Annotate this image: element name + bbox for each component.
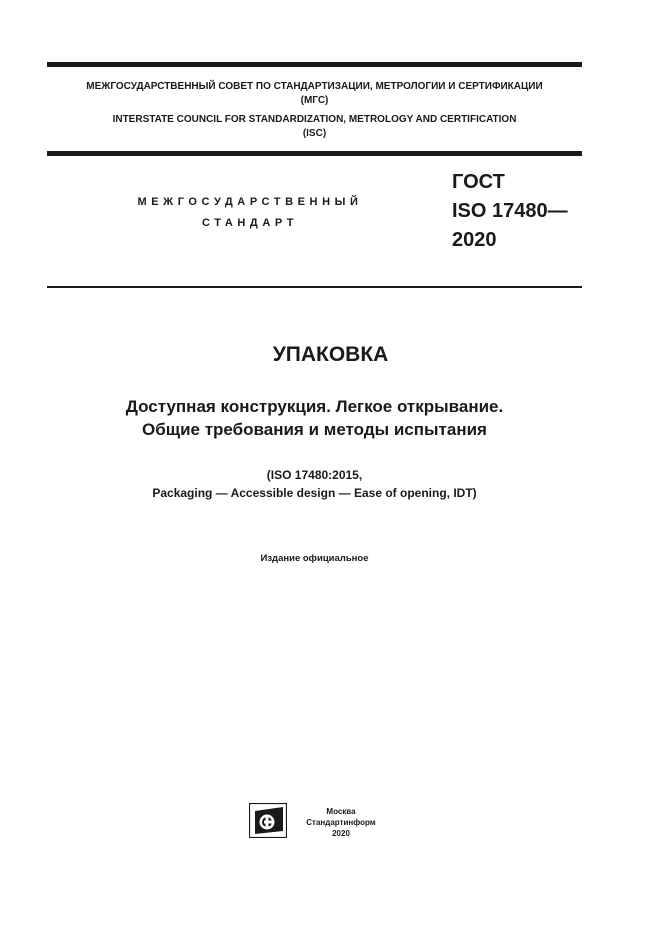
standard-type-line1: МЕЖГОСУДАРСТВЕННЫЙ <box>137 196 363 208</box>
gost-designation-line3: 2020 <box>452 229 497 251</box>
document-title: УПАКОВКА <box>272 343 389 366</box>
gost-designation-line1: ГОСТ <box>452 171 505 193</box>
subtitle-line1: Доступная конструкция. Легкое открывание. <box>125 397 504 416</box>
council-en-abbr: (ISC) <box>302 128 327 139</box>
top-rule <box>47 62 582 67</box>
council-ru-name: МЕЖГОСУДАРСТВЕННЫЙ СОВЕТ ПО СТАНДАРТИЗАЦИИ, МЕТРОЛОГИИ И СЕРТИФИКАЦИИ <box>86 81 543 92</box>
council-ru-abbr: (МГС) <box>300 95 329 106</box>
council-ru <box>47 80 582 108</box>
publisher-name: Стандартинформ <box>306 818 376 827</box>
council-en-name: INTERSTATE COUNCIL FOR STANDARDIZATION, METROLOGY AND CERTIFICATION <box>112 114 517 125</box>
publisher-year: 2020 <box>332 829 350 838</box>
document-subtitle <box>47 395 582 441</box>
standard-type <box>100 192 400 234</box>
iso-reference <box>47 466 582 502</box>
publisher-block <box>296 806 386 839</box>
council-en <box>47 113 582 141</box>
publisher-city: Москва <box>326 807 356 816</box>
iso-reference-line2: Packaging — Accessible design — Ease of opening, IDT) <box>152 486 477 500</box>
iso-reference-line1: (ISO 17480:2015, <box>266 468 363 482</box>
bottom-rule <box>47 286 582 288</box>
standard-type-line2: СТАНДАРТ <box>201 217 299 229</box>
gost-designation <box>452 168 587 255</box>
middle-rule <box>47 151 582 156</box>
edition-label: Издание официальное <box>260 553 369 564</box>
gost-designation-line2: ISO 17480— <box>452 200 568 222</box>
standartinform-logo-icon <box>249 803 287 838</box>
subtitle-line2: Общие требования и методы испытания <box>142 420 487 439</box>
